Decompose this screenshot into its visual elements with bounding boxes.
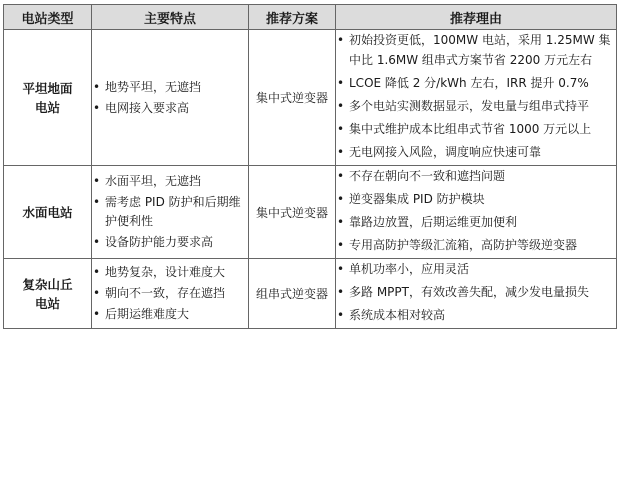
reasons-list [336,166,616,255]
recommendation-table [3,4,617,329]
scheme-cell: 集中式逆变器 [249,166,336,259]
reason-item: • 单机功率小，应用灵活 [336,259,616,279]
feature-item: • 朝向不一致，存在遮挡 [92,284,248,303]
header-recommendation-reason: 推荐理由 [336,5,617,30]
station-type-line: 电站 [34,99,60,115]
features-list [92,172,248,252]
reason-item: • LCOE 降低 2 分/kWh 左右，IRR 提升 0.7% [336,73,616,93]
reason-item: • 无电网接入风险，调度响应快速可靠 [336,142,616,162]
reasons-cell [336,30,617,166]
reason-item: • 专用高防护等级汇流箱，高防护等级逆变器 [336,235,616,255]
station-type-cell [4,259,92,329]
station-type-line: 平坦地面 [22,80,73,96]
station-type-cell [4,30,92,166]
reason-item: • 不存在朝向不一致和遮挡问题 [336,166,616,186]
features-list [92,78,248,118]
feature-item: • 地势复杂，设计难度大 [92,263,248,282]
header-row [4,5,617,30]
features-list [92,263,248,324]
reason-item: • 系统成本相对较高 [336,305,616,325]
feature-item: • 设备防护能力要求高 [92,233,248,252]
feature-item: • 水面平坦，无遮挡 [92,172,248,191]
table-header [4,5,617,30]
reason-item: • 集中式维护成本比组串式节省 1000 万元以上 [336,119,616,139]
features-cell [92,30,249,166]
reason-item: • 多路 MPPT，有效改善失配，减少发电量损失 [336,282,616,302]
reasons-list [336,259,616,325]
station-type-line: 水面电站 [22,204,73,220]
features-cell [92,166,249,259]
header-recommended-scheme: 推荐方案 [249,5,336,30]
features-cell [92,259,249,329]
header-station-type: 电站类型 [4,5,92,30]
table-row-flat-ground [4,30,617,166]
scheme-cell: 集中式逆变器 [249,30,336,166]
feature-item: • 后期运维难度大 [92,305,248,324]
feature-item: • 地势平坦，无遮挡 [92,78,248,97]
reason-item: • 多个电站实测数据显示，发电量与组串式持平 [336,96,616,116]
station-type-line: 电站 [34,295,60,311]
station-type-line: 复杂山丘 [22,276,73,292]
feature-item: • 电网接入要求高 [92,99,248,118]
reason-item: • 逆变器集成 PID 防护模块 [336,189,616,209]
table-row-complex-hill [4,259,617,329]
header-main-features: 主要特点 [92,5,249,30]
reason-item: • 初始投资更低，100MW 电站，采用 1.25MW 集中比 1.6MW 组串式方案节省 2200 万元左右 [336,30,616,70]
table-row-water-surface [4,166,617,259]
reasons-list [336,30,616,162]
reasons-cell [336,259,617,329]
reasons-cell [336,166,617,259]
feature-item: • 需考虑 PID 防护和后期维护便利性 [92,193,248,231]
station-type-cell [4,166,92,259]
scheme-cell: 组串式逆变器 [249,259,336,329]
reason-item: • 靠路边放置，后期运维更加便利 [336,212,616,232]
